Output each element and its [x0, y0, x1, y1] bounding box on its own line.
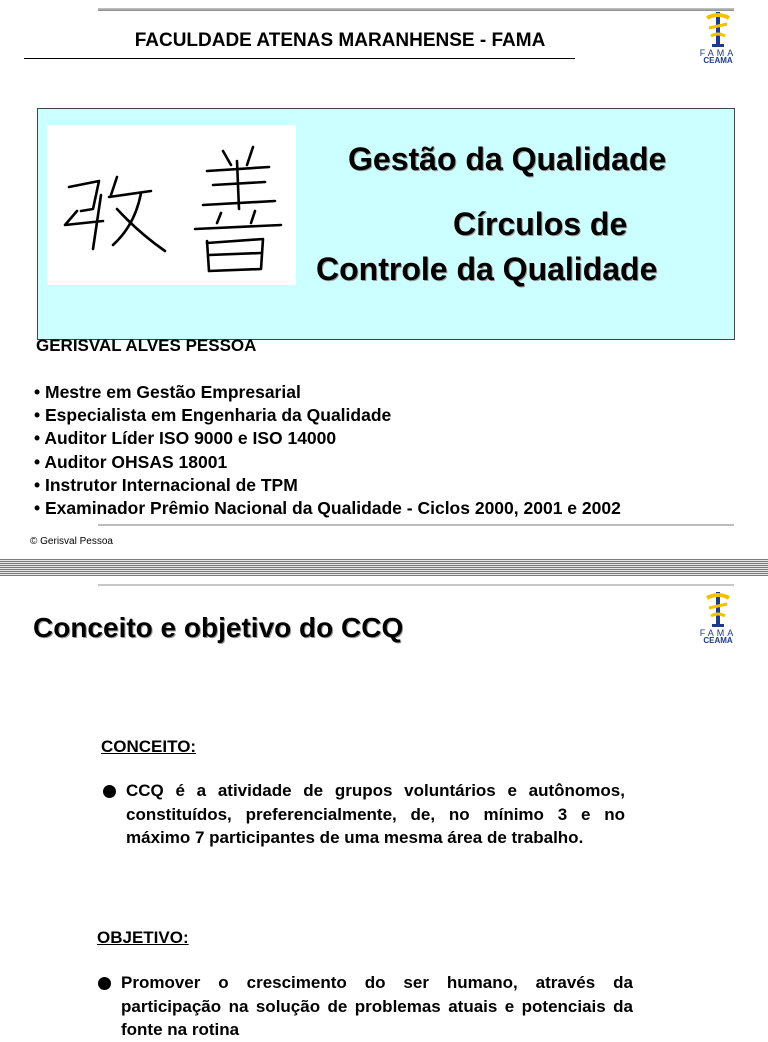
conceito-label: CONCEITO:	[101, 737, 197, 756]
objetivo-label: OBJETIVO:	[97, 928, 189, 947]
title-line-2: Círculos de	[453, 206, 628, 242]
top-divider	[98, 8, 734, 11]
kaizen-kanji-icon	[47, 125, 296, 285]
copyright-text: © Gerisval Pessoa	[30, 536, 113, 547]
footer-divider	[98, 524, 734, 526]
logo-text-fama: FAMA	[699, 628, 737, 638]
author-name: GERISVAL ALVES PESSOA	[36, 336, 257, 355]
bullet-icon	[103, 785, 116, 798]
logo-text-ceama: CEAMA	[703, 56, 733, 65]
page-separator	[0, 559, 768, 576]
fama-logo	[688, 590, 748, 645]
logo-text-ceama: CEAMA	[703, 636, 733, 645]
fama-logo-icon	[703, 590, 733, 628]
kaizen-image	[47, 125, 296, 285]
header-underline	[24, 58, 575, 59]
fama-logo-icon	[703, 10, 733, 48]
list-item: • Examinador Prêmio Nacional da Qualidade - Ciclos 2000, 2001 e 2002	[34, 497, 621, 520]
list-item: • Mestre em Gestão Empresarial	[34, 381, 621, 404]
qualifications-list	[34, 381, 621, 520]
title-line-1: Gestão da Qualidade	[348, 141, 667, 177]
title-line-3: Controle da Qualidade	[316, 251, 658, 287]
list-item: • Especialista em Engenharia da Qualidade	[34, 404, 621, 427]
institution-title: FACULDADE ATENAS MARANHENSE - FAMA	[134, 30, 546, 51]
objetivo-text: Promover o crescimento do ser humano, através da participação na solução de problemas atuais e potenciais da fonte na rotina	[121, 973, 633, 1039]
fama-logo	[688, 10, 748, 65]
list-item: • Auditor Líder ISO 9000 e ISO 14000	[34, 427, 621, 450]
top-divider	[98, 584, 734, 586]
conceito-text: CCQ é a atividade de grupos voluntários e autônomos, constituídos, preferencialmente, de, no mínimo 3 e no máximo 7 participantes de uma mesma área de trabalho.	[126, 781, 625, 847]
slide-title: Conceito e objetivo do CCQ	[33, 612, 404, 643]
bullet-icon	[98, 977, 111, 990]
list-item: • Auditor OHSAS 18001	[34, 451, 621, 474]
logo-text-fama: FAMA	[699, 48, 737, 58]
list-item: • Instrutor Internacional de TPM	[34, 474, 621, 497]
